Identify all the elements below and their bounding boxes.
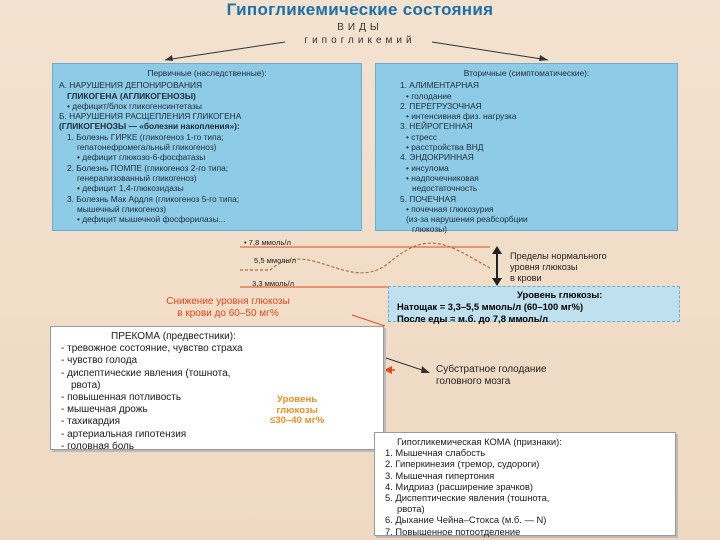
secondary-line: • надпочечниковая bbox=[406, 172, 479, 183]
secondary-line: • расстройства ВНД bbox=[406, 142, 484, 153]
primary-line: • дефицит глюкозо-6-фосфатазы bbox=[77, 152, 206, 163]
norm-note-line: Пределы нормального bbox=[510, 251, 607, 261]
secondary-line: • стресс bbox=[406, 131, 437, 142]
coma-line: рвота) bbox=[397, 503, 425, 515]
secondary-line: 3. НЕЙРОГЕННАЯ bbox=[400, 121, 473, 132]
coma-line: 2. Гиперкинезия (тремор, судороги) bbox=[385, 458, 540, 470]
precoma-line: рвота) bbox=[71, 379, 101, 391]
glucose-level-line: Уровень bbox=[277, 394, 318, 405]
precoma-box bbox=[50, 326, 384, 450]
primary-line: Б. НАРУШЕНИЯ РАСЩЕПЛЕНИЯ ГЛИКОГЕНА bbox=[59, 111, 242, 122]
precoma-heading: ПРЕКОМА (предвестники): bbox=[111, 331, 236, 342]
levels-title: Уровень глюкозы: bbox=[517, 289, 603, 300]
decrease-note bbox=[118, 296, 338, 320]
primary-line: гепатонефромегальный гликогеноз) bbox=[77, 142, 217, 153]
primary-line: 2. Болезнь ПОМПЕ (гликогеноз 2-го типа; bbox=[67, 162, 229, 173]
precoma-line: - диспептические явления (тошнота, bbox=[61, 367, 231, 379]
primary-types-panel bbox=[52, 63, 362, 231]
secondary-line: глюкозы) bbox=[412, 224, 448, 235]
page-title: Гипогликемические состояния bbox=[226, 0, 494, 19]
precoma-line: - артериальная гипотензия bbox=[61, 428, 187, 440]
arrowhead-primary bbox=[165, 55, 173, 61]
decrease-note-line: Снижение уровня глюкозы bbox=[166, 296, 290, 307]
label-7-8-text: 7,8 ммоль/л bbox=[248, 238, 291, 247]
norm-range-note bbox=[510, 251, 607, 284]
levels-fasting: Натощак = 3,3–5,5 ммоль/л (60–100 мг%) bbox=[397, 301, 584, 312]
glucose-level-line: ≤30–40 мг% bbox=[270, 415, 325, 427]
precoma-line: - чувство голода bbox=[61, 355, 138, 367]
arrow-decrease bbox=[352, 315, 385, 326]
arrowhead-secondary bbox=[539, 55, 548, 61]
arrow-to-primary bbox=[165, 42, 285, 60]
precoma-line: - тревожное состояние, чувство страха bbox=[61, 343, 243, 355]
label-5-5-mmol: 5,5 ммоль/л bbox=[254, 256, 297, 265]
primary-heading: Первичные (наследственные): bbox=[147, 68, 267, 78]
primary-line: А. НАРУШЕНИЯ ДЕПОНИРОВАНИЯ bbox=[59, 80, 203, 91]
glucose-levels-box bbox=[388, 286, 680, 322]
coma-line: 3. Мышечная гипертония bbox=[385, 469, 495, 481]
secondary-line: 4. ЭНДОКРИННАЯ bbox=[400, 152, 474, 163]
substrate-note-line: головного мозга bbox=[436, 376, 511, 387]
primary-line: ГЛИКОГЕНА (АГЛИКОГЕНОЗЫ) bbox=[67, 90, 196, 101]
primary-line: мышечный гликогеноз) bbox=[77, 203, 167, 214]
subtitle-types: ВИДЫ bbox=[337, 22, 383, 33]
arrowhead-substrate bbox=[421, 366, 430, 373]
coma-line: 1. Мышечная слабость bbox=[385, 447, 486, 459]
norm-range-arrow-down bbox=[492, 278, 502, 286]
primary-line: генерализованный гликогеноз) bbox=[77, 172, 197, 183]
secondary-line: • голодание bbox=[406, 90, 452, 101]
primary-line: • дефицит мышечной фосфорилазы... bbox=[77, 214, 226, 225]
primary-line: • дефицит/блок гликогенсинтетазы bbox=[67, 100, 202, 111]
coma-line: 7. Повышенное потоотделение bbox=[385, 525, 521, 537]
norm-note-line: уровня глюкозы bbox=[510, 262, 578, 272]
secondary-line: • почечная глюкозурия bbox=[406, 203, 494, 214]
subtitle-hypoglycemia: гипогликемий bbox=[304, 35, 416, 46]
levels-after-meal: После еды = м.б. до 7,8 ммоль/л bbox=[397, 313, 549, 324]
precoma-line: - повышенная потливость bbox=[61, 392, 182, 404]
coma-line: 6. Дыхание Чейна–Стокса (м.б. — N) bbox=[385, 514, 547, 526]
secondary-line: 5. ПОЧЕЧНАЯ bbox=[400, 193, 457, 204]
precoma-line: - головная боль bbox=[61, 440, 135, 452]
norm-note-line: в крови bbox=[510, 273, 542, 283]
substrate-note bbox=[436, 364, 547, 388]
arrow-to-secondary bbox=[432, 42, 548, 60]
decrease-note-line: в крови до 60–50 мг% bbox=[177, 308, 279, 319]
arrowhead-red-precoma bbox=[384, 366, 392, 374]
secondary-line: 1. АЛИМЕНТАРНАЯ bbox=[400, 80, 479, 91]
secondary-line: недостаточность bbox=[412, 183, 478, 194]
primary-line: 1. Болезнь ГИРКЕ (гликогеноз 1-го типа; bbox=[67, 131, 224, 142]
primary-line: 3. Болезнь Мак Ардля (гликогеноз 5-го типа; bbox=[67, 193, 240, 204]
secondary-line: (из-за нарушения реабсорбции bbox=[406, 214, 528, 225]
label-7-8-mmol: • 7,8 ммоль/л bbox=[244, 238, 291, 247]
secondary-line: • интенсивная физ. нагрузка bbox=[406, 111, 517, 122]
coma-heading: Гипогликемическая КОМА (признаки): bbox=[397, 436, 562, 447]
secondary-heading: Вторичные (симптоматические): bbox=[463, 68, 590, 78]
secondary-line: 2. ПЕРЕГРУЗОЧНАЯ bbox=[400, 100, 482, 111]
coma-line: 5. Диспептические явления (тошнота, bbox=[385, 492, 550, 504]
primary-line: (ГЛИКОГЕНОЗЫ — «болезни накопления»): bbox=[59, 121, 240, 132]
glucose-level-note bbox=[270, 395, 324, 427]
glucose-wave bbox=[270, 243, 490, 273]
secondary-line: • инсулома bbox=[406, 162, 449, 173]
secondary-types-panel bbox=[375, 63, 678, 235]
substrate-note-line: Субстратное голодание bbox=[436, 364, 547, 375]
precoma-line: - тахикардия bbox=[61, 416, 121, 428]
primary-line: • дефицит 1,4-глюкозидазы bbox=[77, 183, 184, 194]
coma-line: 4. Мидриаз (расширение зрачков) bbox=[385, 480, 533, 492]
label-3-3-mmol: 3,3 ммоль/л bbox=[252, 279, 295, 288]
precoma-line: - мышечная дрожь bbox=[61, 404, 148, 416]
norm-range-arrow-up bbox=[492, 246, 502, 254]
glucose-level-line: глюкозы bbox=[276, 404, 318, 416]
coma-box bbox=[374, 432, 676, 536]
